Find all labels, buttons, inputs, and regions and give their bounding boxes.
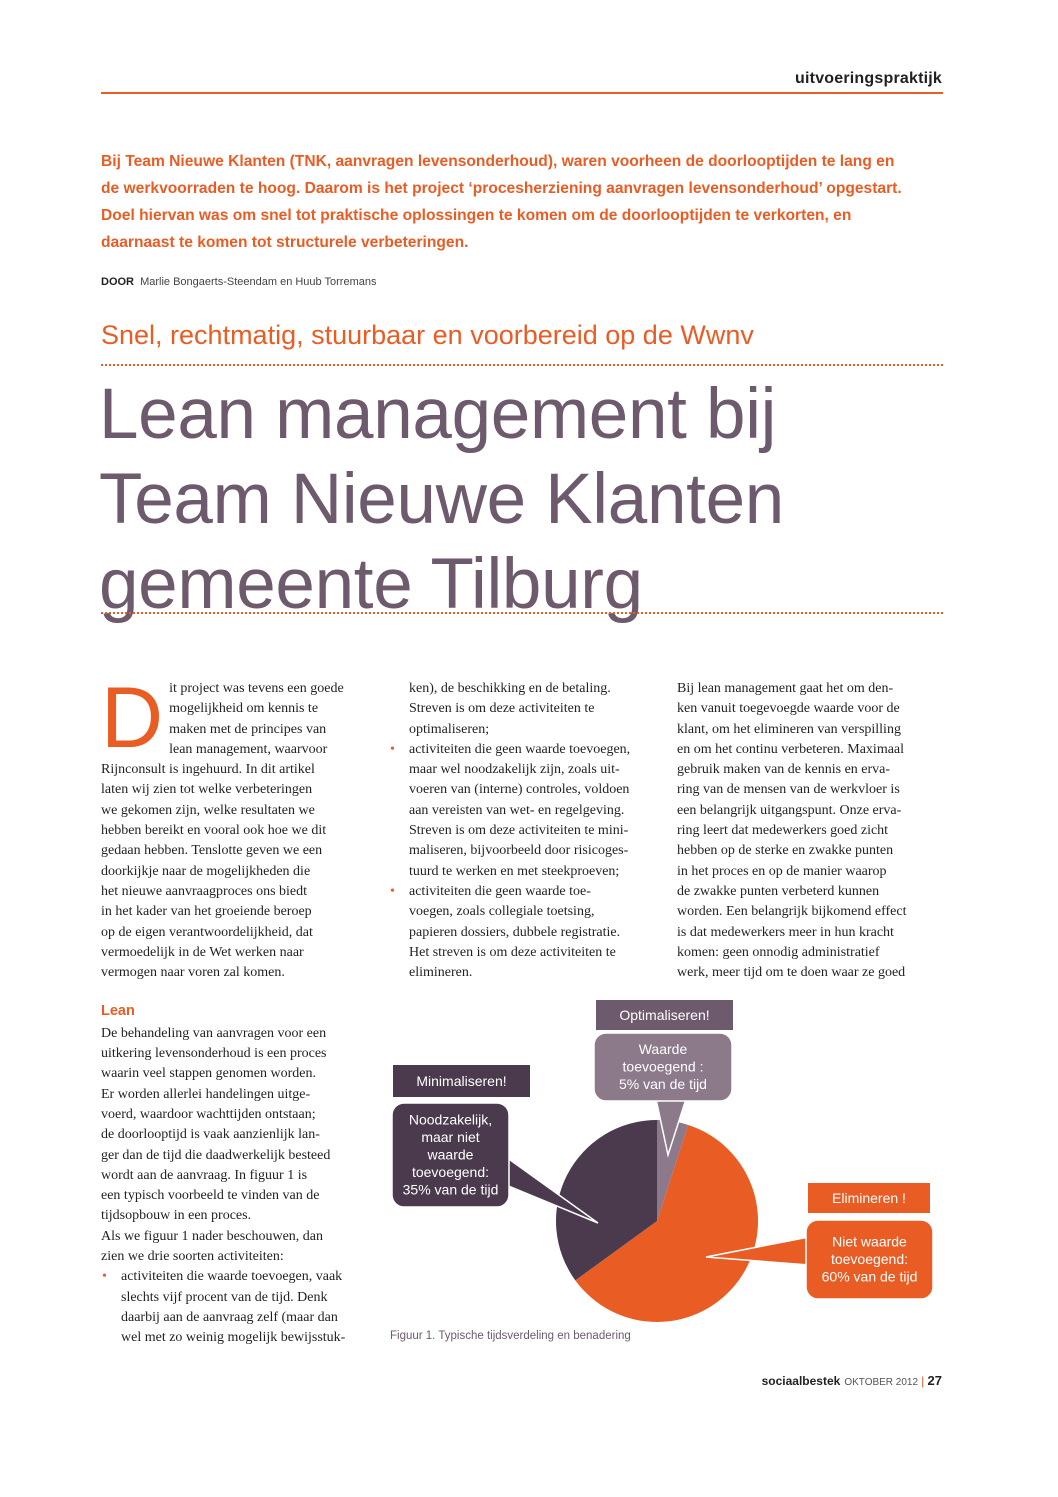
text-line: voegen, zoals collegiale toetsing,: [409, 904, 595, 920]
text-line: gebruik maken van de kennis en erva-: [677, 762, 891, 778]
text-line: slechts vijf procent van de tijd. Denk: [121, 1289, 328, 1305]
text-line: maken met de principes van: [169, 721, 327, 737]
pie-slices: [556, 1120, 758, 1322]
text-line: klant, om het elimineren van verspilling: [677, 721, 901, 737]
lean-paragraph: [101, 1024, 369, 1268]
text-line: maliseren, bijvoorbeeld door risicoges-: [409, 843, 629, 859]
callout-text-elimineren: Niet waarde: [832, 1233, 907, 1250]
page-footer: [762, 1373, 942, 1388]
text-line: ring leert dat medewerkers goed zicht: [677, 823, 889, 839]
text-line: optimaliseren;: [409, 721, 490, 737]
text-line: daarbij aan de aanvraag zelf (maar dan: [121, 1309, 338, 1325]
callout-text-minimaliseren: maar niet: [421, 1128, 480, 1145]
text-line: maar wel noodzakelijk zijn, zoals uit-: [409, 762, 620, 778]
text-line: een typisch voorbeeld te vinden van de: [101, 1188, 320, 1204]
text-line: de zwakke punten verbeterd kunnen: [677, 883, 880, 899]
text-line: op de eigen verantwoordelijkheid, dat: [101, 924, 313, 940]
text-line: worden. Een belangrijk bijkomend effect: [677, 904, 907, 920]
text-line: Streven is om deze activiteiten te: [409, 701, 595, 717]
article-subtitle: Snel, rechtmatig, stuurbaar en voorbereid op de Wwnv: [101, 320, 754, 350]
dotted-rule-bottom: [101, 612, 943, 614]
callout-header-optimaliseren: Optimaliseren!: [619, 1007, 710, 1023]
intro-line: Bij Team Nieuwe Klanten (TNK, aanvragen levensonderhoud), waren voorheen de doorlooptijden te lang en: [101, 153, 895, 170]
header-rule: [101, 92, 943, 94]
text-line: wel met zo weinig mogelijk bewijsstuk-: [121, 1330, 346, 1346]
text-line: een belangrijk uitgangspunt. Onze erva-: [677, 802, 902, 818]
column-3: [677, 679, 945, 983]
callout-text-optimaliseren: Waarde: [638, 1040, 688, 1057]
callout-text-minimaliseren: toevoegend:: [411, 1163, 490, 1180]
drop-cap: D: [101, 670, 164, 766]
text-line: it project was tevens een goede: [169, 681, 344, 696]
article-title: [99, 372, 784, 627]
byline-authors: Marlie Bongaerts-Steendam en Huub Torremans: [140, 276, 377, 288]
intro-line: Doel hiervan was om snel tot praktische oplossingen te komen om de doorlooptijden te verkorten, en: [101, 207, 852, 224]
text-line: hebben bereikt en vooral ook hoe we dit: [101, 823, 327, 839]
text-line: is dat medewerkers meer in hun kracht: [677, 924, 894, 940]
text-line: vermoedelijk in de Wet werken naar: [101, 944, 304, 960]
callout-text-elimineren: 60% van de tijd: [821, 1268, 918, 1285]
text-line: • activiteiten die geen waarde toe-: [409, 883, 591, 899]
text-line: laten wij zien tot welke verbeteringen: [101, 782, 313, 798]
text-line: elimineren.: [409, 965, 473, 981]
text-line: tijdsopbouw in een proces.: [101, 1208, 252, 1224]
text-line: zien we drie soorten activiteiten:: [101, 1249, 284, 1265]
text-line: vermogen naar voren zal komen.: [101, 965, 285, 981]
text-line: Het streven is om deze activiteiten te: [409, 944, 616, 960]
page-number: 27: [927, 1373, 942, 1388]
text-line: gedaan hebben. Tenslotte geven we een: [101, 843, 323, 859]
intro-line: de werkvoorraden te hoog. Daarom is het project ‘procesherziening aanvragen levensonderhoud’ opgestart.: [101, 180, 902, 197]
callout-text-optimaliseren: 5% van de tijd: [619, 1075, 707, 1092]
text-line: in het proces en op de manier waarop: [677, 863, 887, 879]
title-line: Lean management bij: [99, 375, 777, 454]
text-line: komen: geen onnodig administratief: [677, 944, 880, 960]
text-line: • activiteiten die geen waarde toevoegen,: [409, 741, 631, 757]
text-line: ken), de beschikking en de betaling.: [409, 681, 611, 696]
column-2: [389, 679, 657, 983]
figure-pie-chart: [386, 995, 946, 1365]
callout-text-minimaliseren: Noodzakelijk,: [408, 1111, 493, 1128]
text-line: • activiteiten die waarde toevoegen, vaak: [121, 1269, 343, 1285]
text-line: waarin veel stappen genomen worden.: [101, 1066, 316, 1082]
byline-door: DOOR: [101, 276, 134, 288]
figure-caption: Figuur 1. Typische tijdsverdeling en benadering: [390, 1330, 631, 1342]
text-line: Als we figuur 1 nader beschouwen, dan: [101, 1228, 323, 1244]
text-line: wordt aan de aanvraag. In figuur 1 is: [101, 1167, 308, 1183]
text-line: De behandeling van aanvragen voor een: [101, 1025, 327, 1041]
callout-text-minimaliseren: 35% van de tijd: [402, 1181, 499, 1198]
text-line: ken vanuit toegevoegde waarde voor de: [677, 701, 900, 717]
callout-text-optimaliseren: toevoegend :: [622, 1058, 704, 1075]
intro-paragraph: [101, 148, 943, 256]
footer-separator: |: [921, 1374, 925, 1388]
footer-brand: sociaalbestek: [761, 1374, 841, 1388]
text-line: aan vereisten van wet- en regelgeving.: [409, 802, 625, 818]
bullet-continuation: [389, 679, 657, 740]
text-line: papieren dossiers, dubbele registratie.: [409, 924, 621, 940]
byline: [101, 276, 376, 288]
text-line: het nieuwe aanvraagproces ons biedt: [101, 883, 308, 899]
footer-date: OKTOBER 2012: [844, 1377, 919, 1388]
title-line: gemeente Tilburg: [99, 545, 643, 624]
text-line: de doorlooptijd is vaak aanzienlijk lan-: [101, 1127, 320, 1143]
text-line: voerd, waardoor wachttijden ontstaan;: [101, 1106, 316, 1122]
callout-text-minimaliseren: waarde: [427, 1146, 474, 1163]
text-line: en om het continu verbeteren. Maximaal: [677, 741, 905, 757]
text-line: Streven is om deze activiteiten te mini-: [409, 823, 629, 839]
text-line: in het kader van het groeiende beroep: [101, 904, 312, 920]
bullet-item: [101, 1267, 369, 1348]
text-line: Rijnconsult is ingehuurd. In dit artikel: [101, 762, 315, 778]
section-label: uitvoeringspraktijk: [795, 70, 942, 87]
lean-heading: Lean: [101, 1003, 135, 1020]
intro-line: daarnaast te komen tot structurele verbeteringen.: [101, 234, 469, 251]
text-line: Bij lean management gaat het om den-: [677, 681, 894, 696]
text-line: Er worden allerlei handelingen uitge-: [101, 1086, 311, 1102]
column-1: [101, 670, 369, 1349]
bullet-item: [389, 882, 657, 983]
dotted-rule-top: [101, 364, 943, 366]
text-line: doorkijkje naar de mogelijkheden die: [101, 863, 311, 879]
text-line: uitkering levensonderhoud is een proces: [101, 1046, 327, 1062]
callout-text-elimineren: toevoegend:: [830, 1250, 909, 1267]
text-line: ger dan de tijd die daadwerkelijk besteed: [101, 1147, 331, 1163]
text-line: mogelijkheid om kennis te: [169, 701, 319, 717]
callout-header-elimineren: Elimineren !: [832, 1190, 906, 1206]
bullet-item: [389, 740, 657, 882]
opening-paragraph: [101, 670, 369, 983]
text-line: werk, meer tijd om te doen waar ze goed: [677, 965, 906, 981]
text-line: we gekomen zijn, welke resultaten we: [101, 802, 315, 818]
text-line: ring van de mensen van de werkvloer is: [677, 782, 900, 798]
callout-header-minimaliseren: Minimaliseren!: [416, 1073, 507, 1089]
text-line: lean management, waarvoor: [169, 741, 328, 757]
text-line: tuurd te werken en met steekproeven;: [409, 863, 620, 879]
text-line: hebben op de sterke en zwakke punten: [677, 843, 894, 859]
title-line: Team Nieuwe Klanten: [99, 460, 784, 539]
text-line: voeren van (interne) controles, voldoen: [409, 782, 630, 798]
